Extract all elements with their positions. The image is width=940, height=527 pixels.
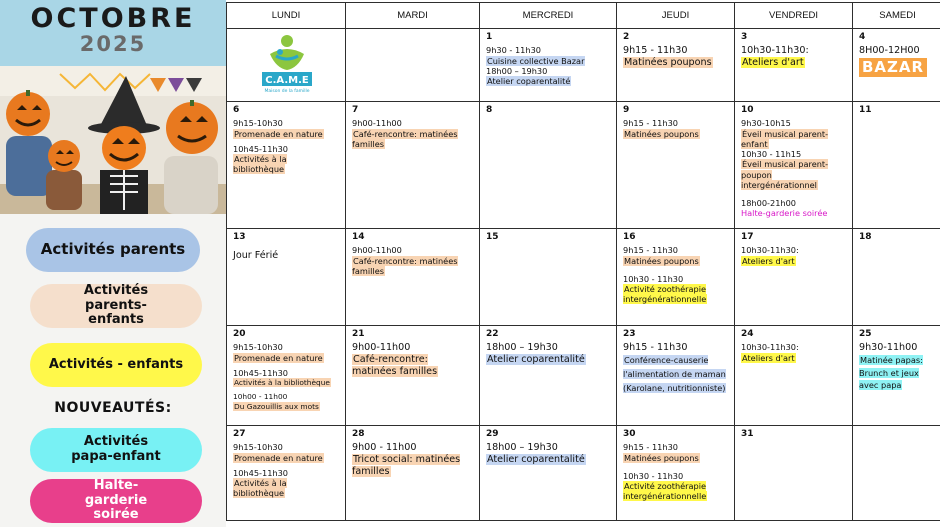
event-time: 18h00-21h00	[741, 198, 797, 208]
legend-enfants: Activités - enfants	[30, 343, 202, 387]
year-title: 2025	[79, 32, 147, 56]
nouveautes-heading: NOUVEAUTÉS:	[54, 400, 172, 416]
day-cell-10	[735, 102, 853, 229]
day-cell-21	[346, 326, 480, 426]
weekday-mardi: MARDI	[346, 3, 480, 29]
day-number: 17	[741, 232, 754, 242]
legend-panel	[0, 0, 226, 527]
week-row	[227, 426, 940, 521]
event-parents-enfants: Éveil musical parent-poupon intergénérationnel	[741, 159, 829, 190]
day-cell-28	[346, 426, 480, 521]
event-time: 9h00-11h00	[352, 342, 411, 354]
day-cell-1	[480, 29, 617, 102]
day-cell-20	[227, 326, 346, 426]
event-time: 9h15 - 11h30	[623, 118, 679, 129]
week-row	[227, 102, 940, 229]
event-time: 10h30 - 11h30	[623, 273, 684, 284]
day-number: 8	[486, 105, 493, 115]
empty-day-cell	[853, 426, 940, 521]
event-time: 9h15-10h30	[233, 118, 283, 129]
event-parents-enfants: Promenade en nature	[234, 352, 323, 363]
day-number: 18	[859, 232, 872, 242]
day-cell-31	[735, 426, 853, 521]
month-title: OCTOBRE	[30, 3, 196, 34]
halloween-pumpkin-photo	[0, 66, 226, 214]
event-time: 9h00-11h00	[352, 118, 402, 129]
day-number: 20	[233, 329, 246, 339]
day-number: 6	[233, 105, 240, 115]
legend-papa-enfant: Activités papa-enfant	[30, 428, 202, 472]
day-number: 30	[623, 429, 636, 439]
day-cell-15	[480, 229, 617, 326]
event-time: 10h45-11h30	[233, 367, 289, 378]
event-parents: Atelier coparentalité	[487, 454, 585, 466]
day-number: 22	[486, 329, 499, 339]
day-cell-13	[227, 229, 346, 326]
came-logo-icon	[256, 32, 318, 94]
day-cell-16	[617, 229, 735, 326]
event-papa-enfant: Matinée papas: Brunch et jeux avec papa	[859, 355, 923, 390]
week-row	[227, 229, 940, 326]
day-number: 14	[352, 232, 365, 242]
day-number: 7	[352, 105, 359, 115]
day-cell-14	[346, 229, 480, 326]
event-parents: Conférence-causerie l'alimentation de maman (Karolane, nutritionniste)	[623, 355, 726, 394]
svg-text:C.A.M.E: C.A.M.E	[265, 75, 309, 86]
event-parents-enfants: Activités à la bibliothèque	[233, 154, 287, 175]
day-cell-2	[617, 29, 735, 102]
day-cell-22	[480, 326, 617, 426]
holiday-label: Jour Férié	[233, 250, 279, 262]
empty-day-cell	[346, 29, 480, 102]
event-parents-enfants: Matinées poupons	[624, 255, 699, 266]
calendar-grid	[226, 2, 940, 521]
event-time: 9h15 - 11h30	[623, 342, 688, 354]
day-number: 28	[352, 429, 365, 439]
event-time: 9h00 - 11h00	[352, 442, 417, 454]
event-parents-enfants: Café-rencontre: matinées familles	[352, 128, 458, 149]
event-time: 18h00 – 19h30	[486, 65, 548, 76]
event-parents-enfants: Éveil musical parent-enfant	[741, 128, 829, 149]
day-number: 2	[623, 32, 630, 42]
event-parents-enfants: Promenade en nature	[234, 452, 323, 463]
week-row	[227, 326, 940, 426]
event-time: 10h00 - 11h00	[233, 392, 288, 402]
event-parents-enfants: Activités à la bibliothèque	[233, 478, 287, 499]
event-time: 10h30 - 11h15	[741, 149, 802, 159]
day-cell-9	[617, 102, 735, 229]
day-number: 9	[623, 105, 630, 115]
legend-halte-garderie: Halte-garderie soirée	[30, 479, 202, 523]
event-time: 9h15 - 11h30	[623, 45, 688, 57]
came-logo	[233, 32, 341, 94]
weekday-samedi: SAMEDI	[853, 3, 940, 29]
day-number: 16	[623, 232, 636, 242]
day-cell-4	[853, 29, 940, 102]
day-cell-30	[617, 426, 735, 521]
event-halte-garderie: Halte-garderie soirée	[741, 208, 828, 219]
bazar-badge: BAZAR	[859, 58, 927, 77]
event-parents-enfants: Activités à la bibliothèque	[234, 378, 330, 387]
event-parents: Cuisine collective Bazar	[487, 55, 585, 66]
legend-parents: Activités parents	[26, 228, 200, 272]
day-number: 24	[741, 329, 754, 339]
day-number: 13	[233, 232, 246, 242]
day-cell-25	[853, 326, 940, 426]
weekday-jeudi: JEUDI	[617, 3, 735, 29]
event-time: 8H00-12H00	[859, 45, 920, 57]
svg-text:Maison de la famille: Maison de la famille	[264, 89, 310, 94]
day-number: 15	[486, 232, 499, 242]
weekday-mercredi: MERCREDI	[480, 3, 617, 29]
event-time: 9h00-11h00	[352, 245, 402, 256]
day-cell-18	[853, 229, 940, 326]
day-cell-24	[735, 326, 853, 426]
day-cell-3	[735, 29, 853, 102]
day-cell-7	[346, 102, 480, 229]
day-number: 23	[623, 329, 636, 339]
weekday-vendredi: VENDREDI	[735, 3, 853, 29]
day-number: 25	[859, 329, 872, 339]
day-cell-23	[617, 326, 735, 426]
event-time: 10h30-11h30:	[741, 45, 809, 57]
day-number: 4	[859, 32, 866, 42]
event-time: 10h30-11h30:	[741, 245, 799, 256]
day-number: 10	[741, 105, 754, 115]
event-parents-enfants: Matinées poupons	[624, 128, 699, 139]
weekday-header-row	[227, 3, 940, 29]
event-time: 18h00 – 19h30	[486, 442, 558, 454]
came-logo-cell	[227, 29, 346, 102]
day-cell-17	[735, 229, 853, 326]
event-parents: Atelier coparentalité	[487, 354, 585, 366]
event-enfants: Ateliers d'art	[742, 57, 804, 69]
day-cell-27	[227, 426, 346, 521]
event-parents-enfants: Tricot social: matinées familles	[352, 454, 461, 478]
day-number: 1	[486, 32, 493, 42]
day-cell-11	[853, 102, 940, 229]
event-time: 9h30 - 11h30	[486, 45, 542, 56]
day-number: 3	[741, 32, 748, 42]
event-time: 9h30-11h00	[859, 342, 918, 354]
event-enfants: Activité zoothérapie intergénérationnelle	[623, 284, 707, 305]
event-time: 9h30-10h15	[741, 118, 791, 129]
day-number: 27	[233, 429, 246, 439]
weekday-lundi: LUNDI	[227, 3, 346, 29]
legend-parents-enfants: Activités parents-enfants	[30, 284, 202, 328]
day-cell-29	[480, 426, 617, 521]
day-number: 31	[741, 429, 754, 439]
event-parents-enfants: Matinées poupons	[624, 57, 712, 69]
event-enfants: Ateliers d'art	[742, 255, 795, 266]
event-time: 9h15 - 11h30	[623, 442, 679, 453]
event-parents-enfants: Matinées poupons	[624, 452, 699, 463]
event-time: 9h15-10h30	[233, 442, 283, 453]
week-row	[227, 29, 940, 102]
day-number: 21	[352, 329, 365, 339]
event-time: 9h15 - 11h30	[623, 245, 679, 256]
event-parents-enfants: Café-rencontre: matinées familles	[352, 354, 438, 378]
event-parents-enfants: Du Gazouillis aux mots	[234, 401, 319, 411]
event-time: 18h00 – 19h30	[486, 342, 558, 354]
event-time: 10h45-11h30	[233, 143, 289, 154]
event-time: 10h30-11h30:	[741, 342, 799, 353]
month-header	[0, 0, 226, 66]
event-parents: Atelier coparentalité	[487, 76, 571, 86]
event-time: 10h45-11h30	[233, 467, 289, 478]
day-cell-6	[227, 102, 346, 229]
event-enfants: Activité zoothérapie intergénérationnelle	[623, 481, 707, 502]
event-parents-enfants: Café-rencontre: matinées familles	[352, 255, 458, 276]
event-parents-enfants: Promenade en nature	[234, 128, 323, 139]
day-cell-8	[480, 102, 617, 229]
event-enfants: Ateliers d'art	[742, 352, 795, 363]
day-number: 29	[486, 429, 499, 439]
event-time: 10h30 - 11h30	[623, 470, 684, 481]
event-time: 9h15-10h30	[233, 342, 283, 353]
day-number: 11	[859, 105, 872, 115]
